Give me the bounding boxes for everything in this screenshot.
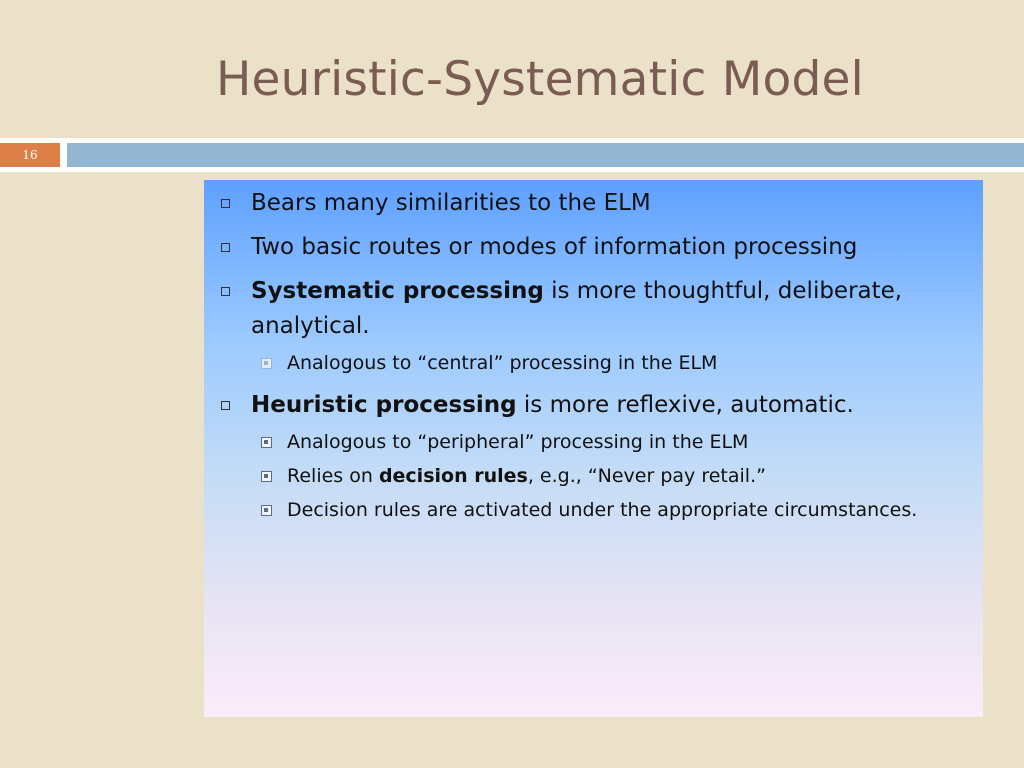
sub-bullet-text: Analogous to “central” processing in the ELM	[287, 352, 718, 374]
sub-bullet-item	[204, 461, 983, 492]
bullet-bold-text: Heuristic processing	[251, 392, 517, 418]
framed-square-icon	[261, 505, 272, 516]
bullet-text: is more reflexive, automatic.	[516, 392, 854, 418]
sub-bullet-list	[251, 427, 983, 526]
sub-bullet-item	[204, 348, 983, 379]
sub-bullet-text: Analogous to “peripheral” processing in the ELM	[287, 431, 749, 453]
bullet-bold-text: Systematic processing	[251, 278, 544, 304]
sub-bullet-text: Decision rules are activated under the appropriate circumstances.	[287, 499, 918, 521]
sub-bullet-item	[204, 495, 983, 526]
bullet-item	[204, 230, 983, 265]
sub-bullet-text: Relies on	[287, 465, 379, 487]
bullet-text: Bears many similarities to the ELM	[251, 190, 651, 216]
bullet-text: is more thoughtful, deliberate, analytical.	[251, 278, 903, 339]
framed-square-icon	[261, 358, 272, 369]
hollow-square-icon	[221, 199, 230, 208]
content-box	[204, 180, 983, 717]
bullet-item	[204, 388, 983, 526]
framed-square-icon	[261, 437, 272, 448]
hollow-square-icon	[221, 243, 230, 252]
framed-square-icon	[261, 471, 272, 482]
bullet-text: Two basic routes or modes of information processing	[251, 234, 858, 260]
bullet-list	[204, 186, 983, 535]
slide-number: 16	[0, 143, 60, 167]
bullet-item	[204, 274, 983, 379]
sub-bullet-list	[251, 348, 983, 379]
sub-bullet-bold-text: decision rules	[378, 465, 528, 487]
slide-title: Heuristic-Systematic Model	[216, 52, 864, 107]
bullet-item	[204, 186, 983, 221]
hollow-square-icon	[221, 287, 230, 296]
hollow-square-icon	[221, 401, 230, 410]
title-rule-bar	[67, 143, 1024, 167]
sub-bullet-text: , e.g., “Never pay retail.”	[527, 465, 766, 487]
sub-bullet-item	[204, 427, 983, 458]
